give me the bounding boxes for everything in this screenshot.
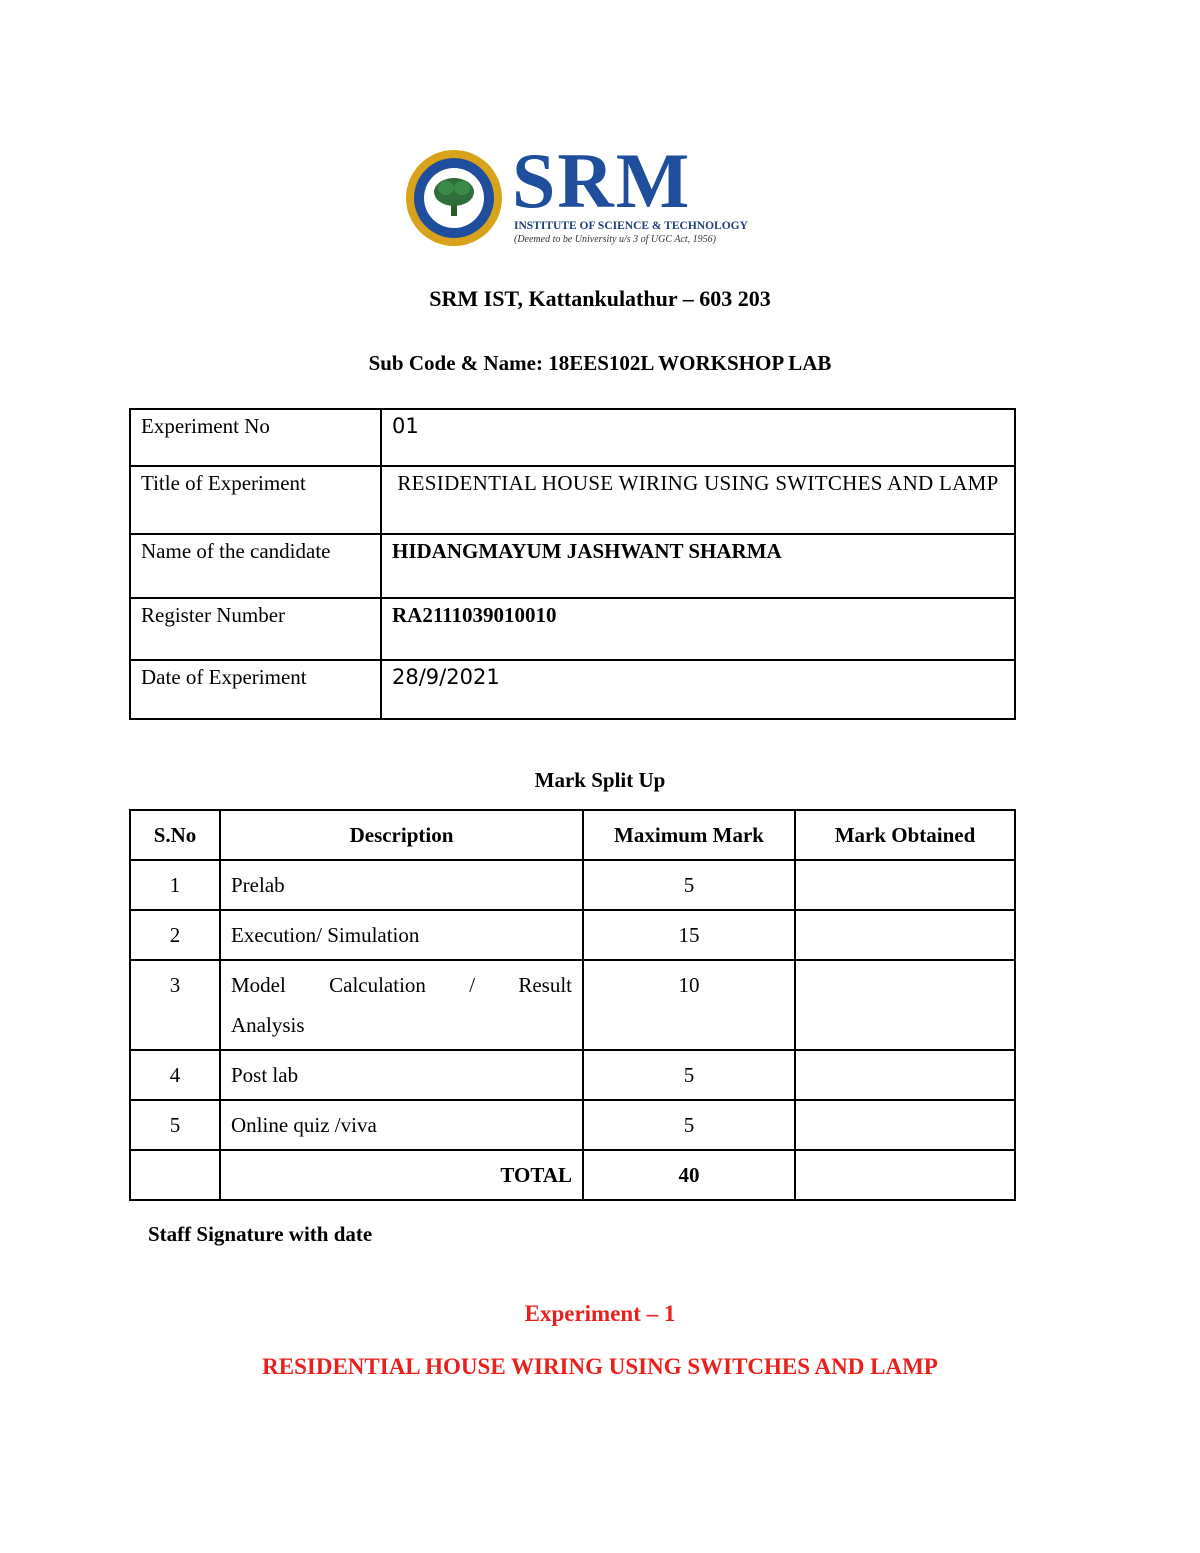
row-mark-obtained <box>795 960 1015 1050</box>
date-label: Date of Experiment <box>130 660 381 719</box>
row-max-mark: 15 <box>583 910 795 960</box>
logo-deemed-text: (Deemed to be University u/s 3 of UGC Act, 1956) <box>514 234 716 245</box>
row-sno: 4 <box>130 1050 220 1100</box>
experiment-info-table <box>129 408 1016 720</box>
subject-heading: Sub Code & Name: 18EES102L WORKSHOP LAB <box>368 351 832 375</box>
row-description-line2: Analysis <box>231 1013 305 1037</box>
srm-seal-icon <box>404 148 504 248</box>
row-max-mark: 5 <box>583 1050 795 1100</box>
row-max-mark: 5 <box>583 1100 795 1150</box>
table-row <box>130 1050 1015 1100</box>
register-number-value: RA2111039010010 <box>381 598 1015 660</box>
row-description <box>220 960 583 1050</box>
table-row <box>130 409 1015 466</box>
total-label: TOTAL <box>220 1150 583 1200</box>
experiment-no-value: 01 <box>381 409 1015 466</box>
row-max-mark: 10 <box>583 960 795 1050</box>
staff-signature-label: Staff Signature with date <box>148 1222 373 1246</box>
col-description: Description <box>220 810 583 860</box>
logo-wordmark: SRM <box>512 137 692 224</box>
col-maximum-mark: Maximum Mark <box>583 810 795 860</box>
row-description: Prelab <box>220 860 583 910</box>
total-value: 40 <box>583 1150 795 1200</box>
table-row <box>130 598 1015 660</box>
row-sno: 3 <box>130 960 220 1050</box>
table-row <box>130 466 1015 534</box>
row-mark-obtained <box>795 910 1015 960</box>
candidate-name-label: Name of the candidate <box>130 534 381 598</box>
row-description-line1: Model Calculation / Result <box>231 973 572 997</box>
total-sno-cell <box>130 1150 220 1200</box>
register-number-label: Register Number <box>130 598 381 660</box>
experiment-no-label: Experiment No <box>130 409 381 466</box>
title-label: Title of Experiment <box>130 466 381 534</box>
row-mark-obtained <box>795 860 1015 910</box>
table-row <box>130 1100 1015 1150</box>
institution-heading: SRM IST, Kattankulathur – 603 203 <box>429 286 771 311</box>
row-sno: 2 <box>130 910 220 960</box>
total-row <box>130 1150 1015 1200</box>
table-header-row <box>130 810 1015 860</box>
table-row <box>130 860 1015 910</box>
table-row <box>130 960 1015 1050</box>
mark-split-heading: Mark Split Up <box>534 768 666 792</box>
row-sno: 1 <box>130 860 220 910</box>
row-description: Online quiz /viva <box>220 1100 583 1150</box>
row-sno: 5 <box>130 1100 220 1150</box>
row-mark-obtained <box>795 1050 1015 1100</box>
col-sno: S.No <box>130 810 220 860</box>
logo-institute-text: INSTITUTE OF SCIENCE & TECHNOLOGY <box>514 220 748 232</box>
table-row <box>130 910 1015 960</box>
total-obtained-cell <box>795 1150 1015 1200</box>
row-description: Execution/ Simulation <box>220 910 583 960</box>
experiment-heading: Experiment – 1 <box>524 1301 676 1326</box>
table-row <box>130 660 1015 719</box>
col-mark-obtained: Mark Obtained <box>795 810 1015 860</box>
row-mark-obtained <box>795 1100 1015 1150</box>
candidate-name-value: HIDANGMAYUM JASHWANT SHARMA <box>381 534 1015 598</box>
row-description: Post lab <box>220 1050 583 1100</box>
date-value: 28/9/2021 <box>381 660 1015 719</box>
title-value: RESIDENTIAL HOUSE WIRING USING SWITCHES AND LAMP <box>381 466 1015 534</box>
experiment-title: RESIDENTIAL HOUSE WIRING USING SWITCHES AND LAMP <box>262 1354 938 1379</box>
mark-split-table <box>129 809 1016 1201</box>
srm-logo <box>404 137 748 248</box>
table-row <box>130 534 1015 598</box>
row-max-mark: 5 <box>583 860 795 910</box>
